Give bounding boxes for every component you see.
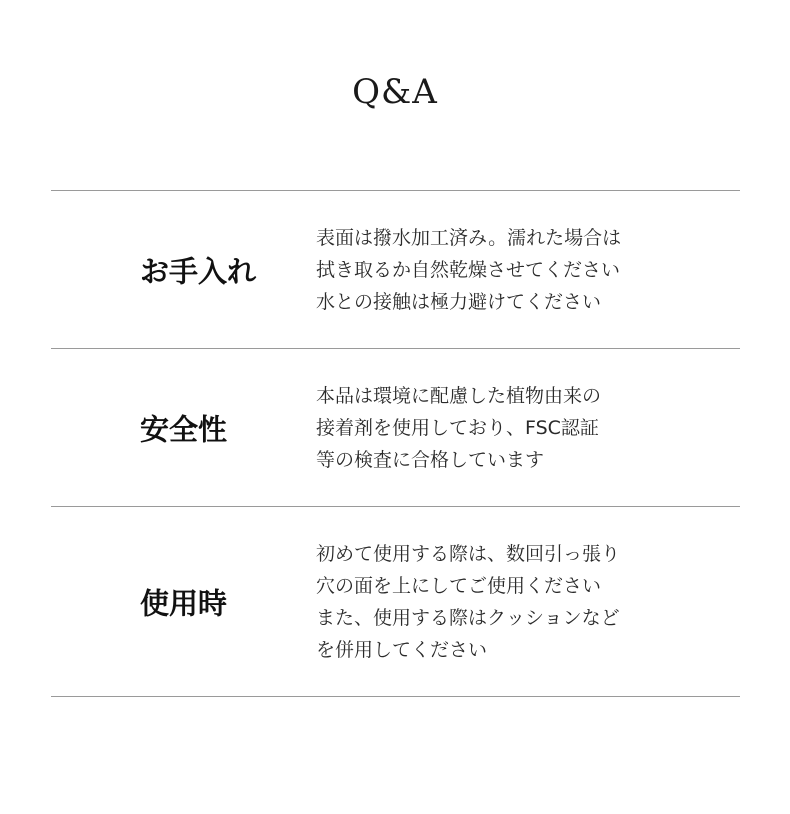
description-line: また、使用する際はクッションなど	[316, 606, 620, 629]
qa-item-label: 使用時	[140, 586, 228, 620]
qa-item-safety	[51, 349, 740, 507]
qa-list	[51, 190, 740, 697]
description-line: 穴の面を上にしてご使用ください	[316, 574, 602, 597]
qa-item-description	[316, 222, 726, 318]
qa-item-description	[316, 538, 726, 666]
qa-item-label: 安全性	[140, 412, 228, 446]
description-line: 本品は環境に配慮した植物由来の	[316, 384, 602, 407]
description-line: 等の検査に合格しています	[316, 448, 545, 471]
description-line: 水との接触は極力避けてください	[316, 290, 602, 313]
description-line: を併用してください	[316, 638, 488, 661]
description-line: 表面は撥水加工済み。濡れた場合は	[316, 226, 622, 249]
qa-item-description	[316, 380, 726, 476]
qa-item-care	[51, 191, 740, 349]
description-line: 接着剤を使用しており、FSC認証	[316, 416, 599, 439]
qa-item-usage	[51, 507, 740, 697]
description-line: 拭き取るか自然乾燥させてください	[316, 258, 621, 281]
description-line: 初めて使用する際は、数回引っ張り	[316, 542, 621, 565]
qa-item-label: お手入れ	[140, 254, 257, 288]
page-title: Q&A	[352, 72, 438, 112]
